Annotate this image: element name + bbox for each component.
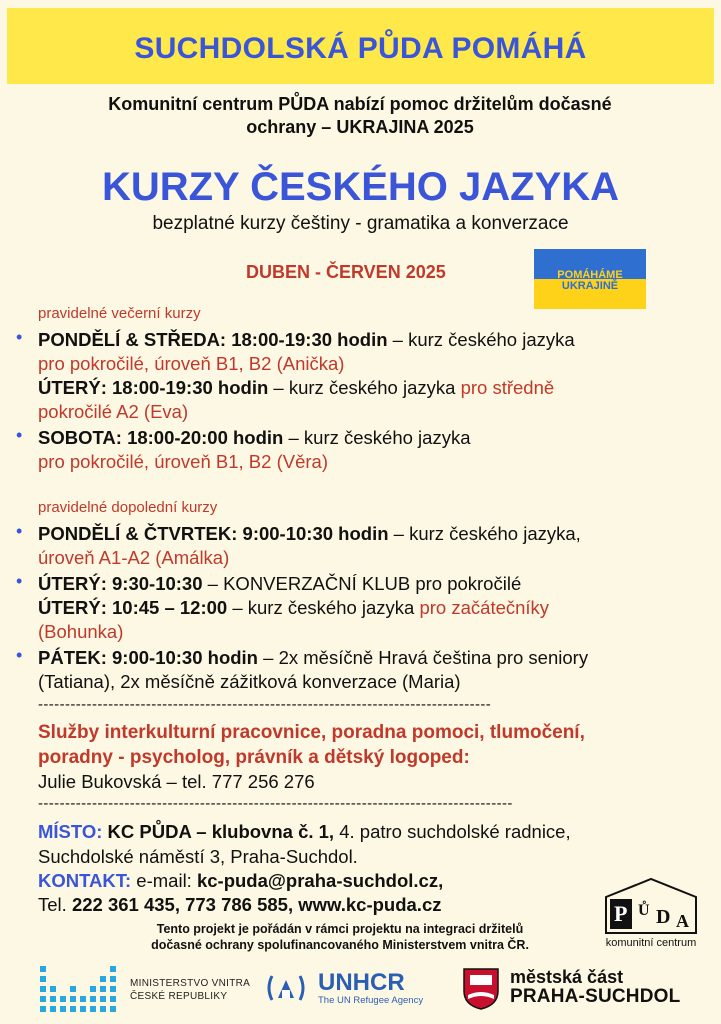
municipality-line-1: městská část	[510, 967, 624, 987]
schedule-time: PONDĚLÍ & STŘEDA: 18:00-19:30 hodin	[38, 329, 388, 350]
schedule-time: ÚTERÝ: 18:00-19:30 hodin	[38, 377, 269, 398]
flag-text-line-1: POMÁHÁME	[557, 269, 623, 281]
ukraine-flag-badge	[534, 249, 646, 309]
banner-title: SUCHDOLSKÁ PŮDA POMÁHÁ	[134, 32, 587, 65]
kc-logo-caption: komunitní centrum	[605, 937, 697, 949]
schedule-desc: – kurz českého jazyka	[268, 377, 461, 398]
ministry-line-2: ČESKÉ REPUBLIKY	[130, 991, 228, 1002]
bullet-icon: •	[16, 645, 23, 665]
schedule-desc: – kurz českého jazyka	[387, 329, 575, 350]
schedule-item-mon-thu-morning	[38, 522, 698, 570]
schedule-desc: – kurz českého jazyka	[283, 427, 471, 448]
schedule-item-tuesday-morning	[38, 572, 698, 644]
ministry-interior-logo-text	[130, 977, 250, 1003]
schedule-time: PONDĚLÍ & ČTVRTEK: 9:00-10:30 hodin	[38, 523, 389, 544]
schedule-item-friday	[38, 646, 698, 694]
contact-line	[38, 869, 443, 893]
contact-label: KONTAKT:	[38, 870, 132, 891]
subheading-line-2: ochrany – UKRAJINA 2025	[246, 117, 474, 137]
schedule-desc: – 2x měsíčně Hravá čeština pro seniory	[258, 647, 589, 668]
schedule-level: pokročilé A2 (Eva)	[38, 401, 189, 422]
services-line-2: poradny - psycholog, právník a dětský logoped:	[38, 747, 470, 768]
contact-tel-label: Tel.	[38, 894, 72, 915]
footer-line-2: dočasné ochrany spolufinancovaného Ministerstvem vnitra ČR.	[151, 938, 529, 952]
tagline: bezplatné kurzy češtiny - gramatika a konverzace	[152, 213, 569, 234]
services-heading	[38, 720, 698, 770]
divider: ----------------------------------------------------------------------------------------	[38, 795, 513, 812]
schedule-level: pro začátečníky	[419, 597, 550, 618]
page-title: KURZY ČESKÉHO JAZYKA	[101, 165, 620, 209]
contact-email-link[interactable]: kc-puda@praha-suchdol.cz,	[196, 870, 444, 891]
contact-email-label: e-mail:	[131, 870, 197, 891]
municipality-line-2: PRAHA-SUCHDOL	[510, 986, 681, 1007]
place-label: MÍSTO:	[38, 821, 103, 842]
bullet-icon: •	[16, 327, 23, 347]
schedule-time: PÁTEK: 9:00-10:30 hodin	[38, 647, 258, 668]
kc-puda-logo	[596, 875, 706, 951]
schedule-level: pro pokročilé, úroveň B1, B2 (Anička)	[38, 353, 345, 374]
ministry-interior-logo-icon	[38, 960, 122, 1016]
bullet-icon: •	[16, 425, 23, 445]
services-contact: Julie Bukovská – tel. 777 256 276	[38, 771, 315, 792]
unhcr-logo-subtitle: The UN Refugee Agency	[318, 995, 424, 1006]
contact-phone-line	[38, 893, 442, 917]
schedule-time: ÚTERÝ: 10:45 – 12:00	[38, 597, 228, 618]
footer-note	[80, 921, 600, 953]
footer-line-1: Tento projekt je pořádán v rámci projektu na integraci držitelů	[156, 922, 524, 936]
place-address: Suchdolské náměstí 3, Praha-Suchdol.	[38, 846, 358, 867]
schedule-time: SOBOTA: 18:00-20:00 hodin	[38, 427, 284, 448]
puda-house-icon	[596, 875, 706, 937]
subheading	[30, 93, 690, 139]
course-period: DUBEN - ČERVEN 2025	[246, 262, 446, 282]
unhcr-logo-name: UNHCR	[318, 969, 405, 996]
schedule-item-mon-wed-evening	[38, 328, 698, 424]
svg-text:D: D	[656, 906, 671, 928]
ministry-line-1: MINISTERSTVO VNITRA	[130, 978, 251, 989]
praha-suchdol-coat-of-arms-icon	[462, 967, 500, 1011]
evening-heading: pravidelné večerní kurzy	[38, 305, 201, 322]
schedule-desc: – KONVERZAČNÍ KLUB pro pokročilé	[202, 573, 522, 594]
bullet-icon: •	[16, 521, 23, 541]
schedule-item-saturday	[38, 426, 698, 474]
morning-heading: pravidelné dopolední kurzy	[38, 499, 218, 516]
schedule-level: pro středně	[460, 377, 555, 398]
partner-logos	[0, 955, 721, 1015]
place-detail: 4. patro suchdolské radnice,	[334, 821, 571, 842]
svg-text:Ů: Ů	[638, 902, 650, 919]
schedule-level: úroveň A1-A2 (Amálka)	[38, 547, 230, 568]
subheading-line-1: Komunitní centrum PŮDA nabízí pomoc držitelům dočasné	[108, 94, 612, 114]
schedule-level: pro pokročilé, úroveň B1, B2 (Věra)	[38, 451, 328, 472]
place-line	[38, 820, 571, 844]
services-line-1: Služby interkulturní pracovnice, poradna pomoci, tlumočení,	[38, 722, 585, 743]
schedule-level: (Bohunka)	[38, 621, 124, 642]
unhcr-emblem-icon	[264, 972, 308, 1004]
schedule-desc: (Tatiana), 2x měsíčně zážitková konverzace (Maria)	[38, 671, 461, 692]
svg-text:P: P	[614, 901, 628, 926]
place-name: KC PŮDA – klubovna č. 1,	[102, 821, 335, 842]
bullet-icon: •	[16, 571, 23, 591]
schedule-desc: – kurz českého jazyka	[227, 597, 420, 618]
schedule-desc: – kurz českého jazyka,	[388, 523, 581, 544]
flag-text-line-2: UKRAJINĚ	[561, 280, 619, 292]
contact-tel-web[interactable]: 222 361 435, 773 786 585, www.kc-puda.cz	[71, 894, 442, 915]
svg-text:A: A	[676, 911, 689, 931]
schedule-time: ÚTERÝ: 9:30-10:30	[38, 573, 203, 594]
divider: ------------------------------------------------------------------------------------	[38, 696, 492, 713]
header-banner	[7, 8, 714, 84]
